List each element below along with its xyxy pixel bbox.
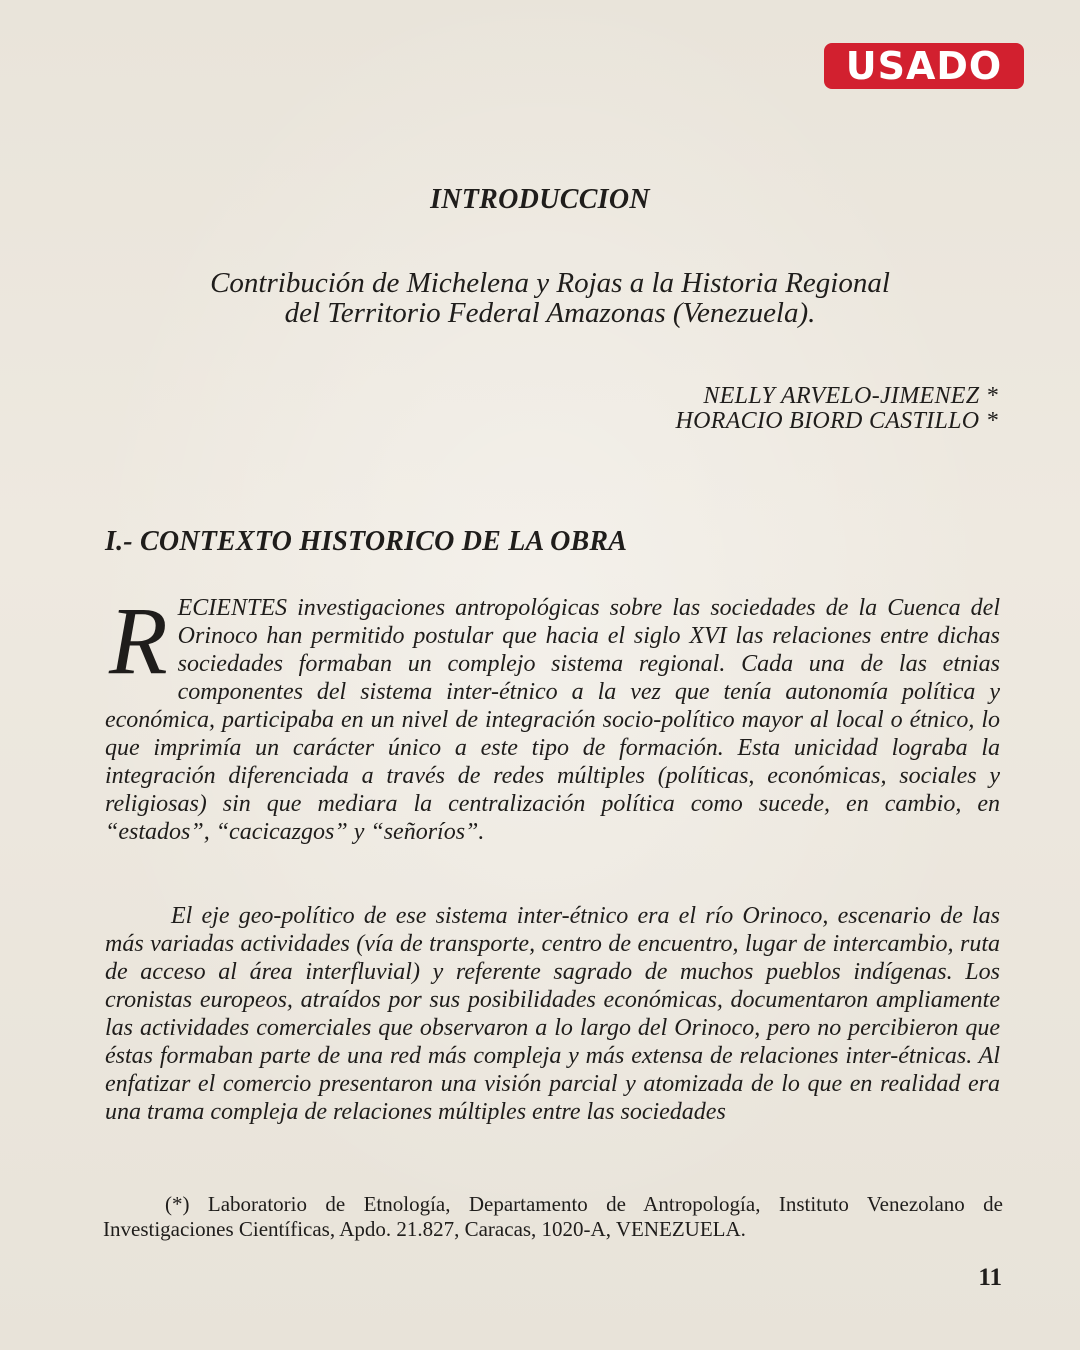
chapter-title: INTRODUCCION — [430, 184, 650, 215]
footnote: (*) Laboratorio de Etnología, Departamento de Antropología, Instituto Venezolano de Investigaciones Científicas, Apdo. 21.827, Caracas, 1020-A, VENEZUELA. — [103, 1192, 1003, 1241]
section-heading: I.- CONTEXTO HISTORICO DE LA OBRA — [105, 526, 628, 557]
chapter-subtitle — [140, 268, 960, 328]
condition-badge-label: USADO — [845, 44, 1003, 88]
drop-cap: R — [109, 587, 168, 694]
paragraph-1 — [105, 587, 1000, 846]
author-1: NELLY ARVELO-JIMENEZ * — [703, 383, 998, 409]
condition-badge — [824, 43, 1024, 89]
show-through-text — [90, 0, 1010, 210]
paragraph-2: El eje geo-político de ese sistema inter-étnico era el río Orinoco, escenario de las más variadas actividades (vía de transporte, centro de encuentro, lugar de intercambio, ruta de acceso al área interfluvial) y referente sagrado de muchos pueblos indígenas. Los cronistas europeos, atraídos por sus posibilidades económicas, documentaron ampliamente las actividades comerciales que observaron a lo largo del Orinoco, pero no percibieron que éstas formaban parte de una red más compleja y más extensa de relaciones inter-étnicas. Al enfatizar el comercio presentaron una visión parcial y atomizada de lo que en realidad era una trama compleja de relaciones múltiples entre las sociedades — [105, 903, 1000, 1125]
authors-block — [675, 384, 998, 434]
paragraph-1-text: ECIENTES investigaciones antropológicas sobre las sociedades de la Cuenca del Orinoco han permitido postular que hacia el siglo XVI las relaciones entre dichas sociedades formaban un complejo sistema regional. Cada una de las etnias componentes del sistema inter-étnico a la vez que tenía autonomía política y económica, participaba en un nivel de integración socio-político mayor al local o étnico, lo que imprimía un carácter único a este tipo de formación. Esta unicidad lograba la integración diferenciada a través de redes múltiples (políticas, económicas, sociales y religiosas) sin que mediara la centralización política como sucede, en cambio, en “estados”, “cacicazgos” y “señoríos”. — [105, 595, 1000, 845]
page-number: 11 — [978, 1264, 1002, 1291]
subtitle-line-1: Contribución de Michelena y Rojas a la Historia Regional — [210, 267, 890, 299]
author-2: HORACIO BIORD CASTILLO * — [675, 408, 998, 434]
subtitle-line-2: del Territorio Federal Amazonas (Venezuela). — [284, 297, 816, 329]
